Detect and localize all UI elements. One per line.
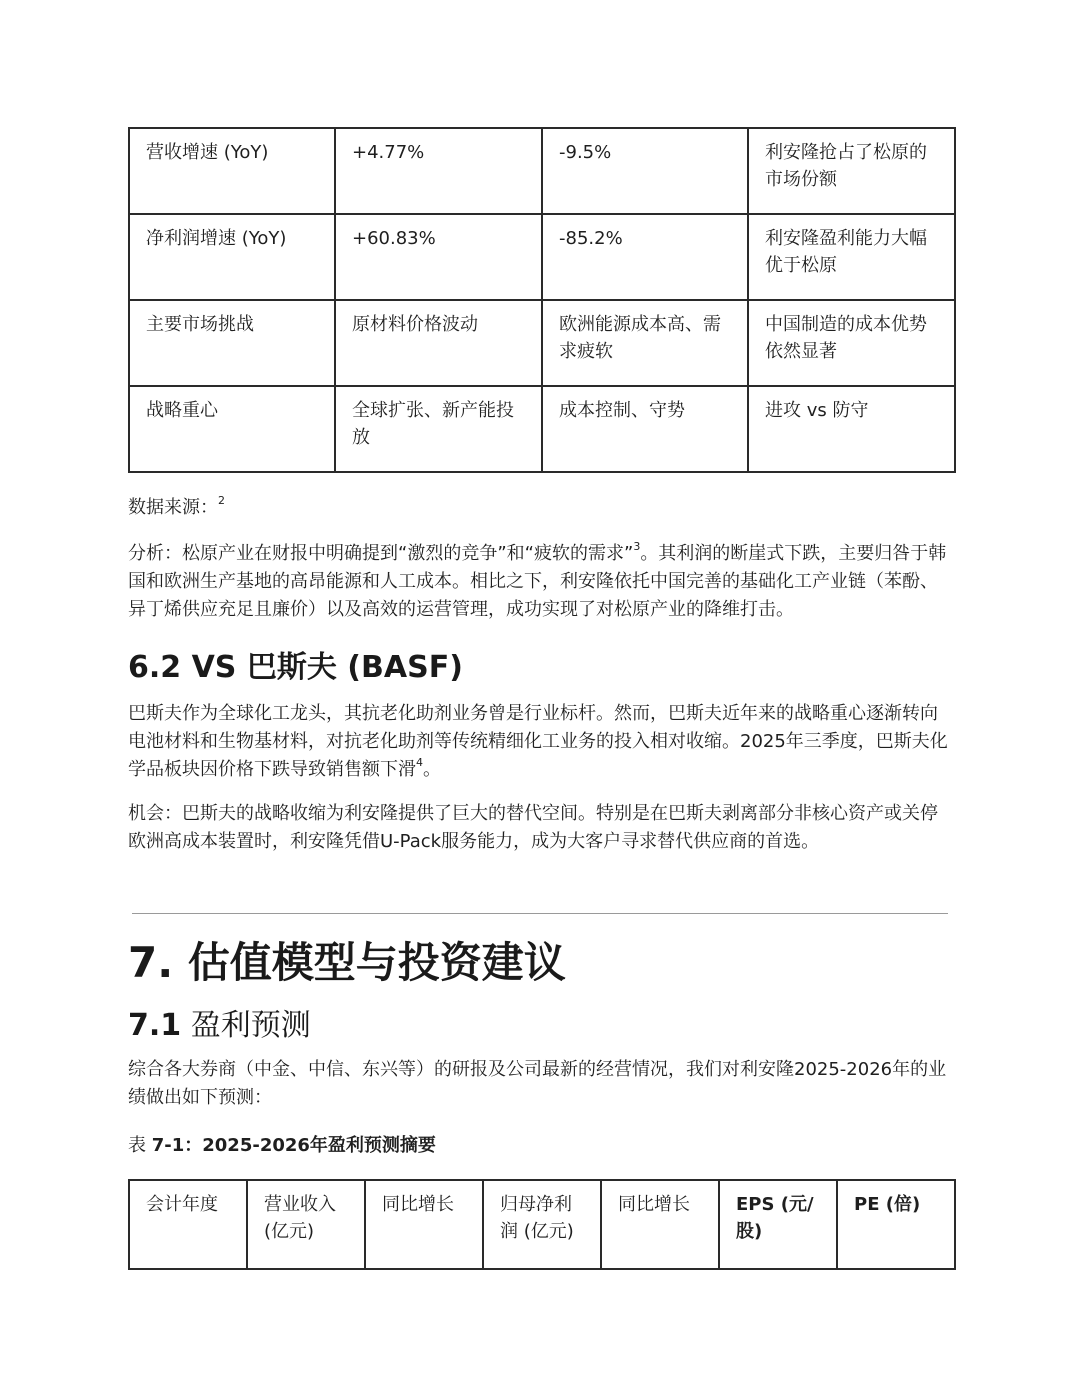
- table-cell: 战略重心: [129, 386, 335, 472]
- column-header: PE (倍): [837, 1180, 955, 1269]
- basf-text-end: 。: [423, 759, 441, 780]
- column-header: 同比增长: [365, 1180, 483, 1269]
- subsection-number: 7.1: [128, 1008, 182, 1043]
- basf-paragraph: [128, 700, 954, 784]
- table-cell: 净利润增速 (YoY): [129, 214, 335, 300]
- source-label: 数据来源：: [128, 497, 218, 518]
- table-cell: 成本控制、守势: [542, 386, 748, 472]
- table-row: [129, 128, 955, 214]
- table-cell: 主要市场挑战: [129, 300, 335, 386]
- opportunity-paragraph: 机会：巴斯夫的战略收缩为利安隆提供了巨大的替代空间。特别是在巴斯夫剥离部分非核心资产或关停欧洲高成本装置时，利安隆凭借U-Pack服务能力，成为大客户寻求替代供应商的首选。: [128, 803, 938, 852]
- forecast-table: [128, 1179, 956, 1270]
- section-heading-7-1: [128, 1006, 311, 1046]
- data-source-note: [128, 494, 954, 522]
- table-cell: -9.5%: [542, 128, 748, 214]
- table-cell: 原材料价格波动: [335, 300, 542, 386]
- section-heading-6-2: 6.2 VS 巴斯夫 (BASF): [128, 650, 463, 685]
- column-header: 营业收入 (亿元): [247, 1180, 365, 1269]
- table-cell: 欧洲能源成本高、需求疲软: [542, 300, 748, 386]
- analysis-text-cont: 。其利润的断崖式下跌，主要归咎于韩国和欧洲生产基地的高昂能源和人工成本。相比之下，利安隆依托中国完善的基础化工产业链（苯酚、异丁烯供应充足且廉价）以及高效的运营管理，成功实现了对松原产业的降维打击。: [128, 543, 947, 620]
- table-cell: 利安隆盈利能力大幅优于松原: [748, 214, 955, 300]
- analysis-paragraph: [128, 540, 954, 624]
- footnote-ref[interactable]: 4: [416, 756, 423, 769]
- forecast-intro: 综合各大券商（中金、中信、东兴等）的研报及公司最新的经营情况，我们对利安隆2025-2026年的业绩做出如下预测：: [128, 1059, 947, 1108]
- caption-prefix: 表: [128, 1135, 152, 1156]
- table-row: [129, 386, 955, 472]
- section-divider: [132, 913, 948, 914]
- caption-title: 年盈利预测摘要: [309, 1135, 436, 1156]
- caption-number: 7-1：2025-2026: [151, 1135, 310, 1156]
- table-header-row: [129, 1180, 955, 1269]
- analysis-text: 分析：松原产业在财报中明确提到“激烈的竞争”和“疲软的需求”: [128, 543, 634, 564]
- table-cell: 营收增速 (YoY): [129, 128, 335, 214]
- table-caption: [128, 1132, 436, 1160]
- subsection-title: 盈利预测: [190, 1008, 311, 1043]
- column-header: 会计年度: [129, 1180, 247, 1269]
- table-cell: 进攻 vs 防守: [748, 386, 955, 472]
- footnote-ref[interactable]: 3: [633, 540, 641, 553]
- column-header: 归母净利润 (亿元): [483, 1180, 601, 1269]
- column-header: EPS (元/股): [719, 1180, 837, 1269]
- section-heading-7: 7. 估值模型与投资建议: [128, 938, 566, 987]
- table-cell: 中国制造的成本优势依然显著: [748, 300, 955, 386]
- table-cell: 利安隆抢占了松原的市场份额: [748, 128, 955, 214]
- table-row: [129, 214, 955, 300]
- basf-text: 巴斯夫作为全球化工龙头，其抗老化助剂业务曾是行业标杆。然而，巴斯夫近年来的战略重心逐渐转向电池材料和生物基材料，对抗老化助剂等传统精细化工业务的投入相对收缩。2025年三季度，巴斯夫化学品板块因价格下跌导致销售额下滑: [128, 703, 948, 780]
- competitor-comparison-table: [128, 127, 956, 473]
- table-cell: +60.83%: [335, 214, 542, 300]
- column-header: 同比增长: [601, 1180, 719, 1269]
- table-cell: +4.77%: [335, 128, 542, 214]
- footnote-ref[interactable]: 2: [218, 494, 225, 507]
- table-cell: -85.2%: [542, 214, 748, 300]
- table-row: [129, 300, 955, 386]
- table-cell: 全球扩张、新产能投放: [335, 386, 542, 472]
